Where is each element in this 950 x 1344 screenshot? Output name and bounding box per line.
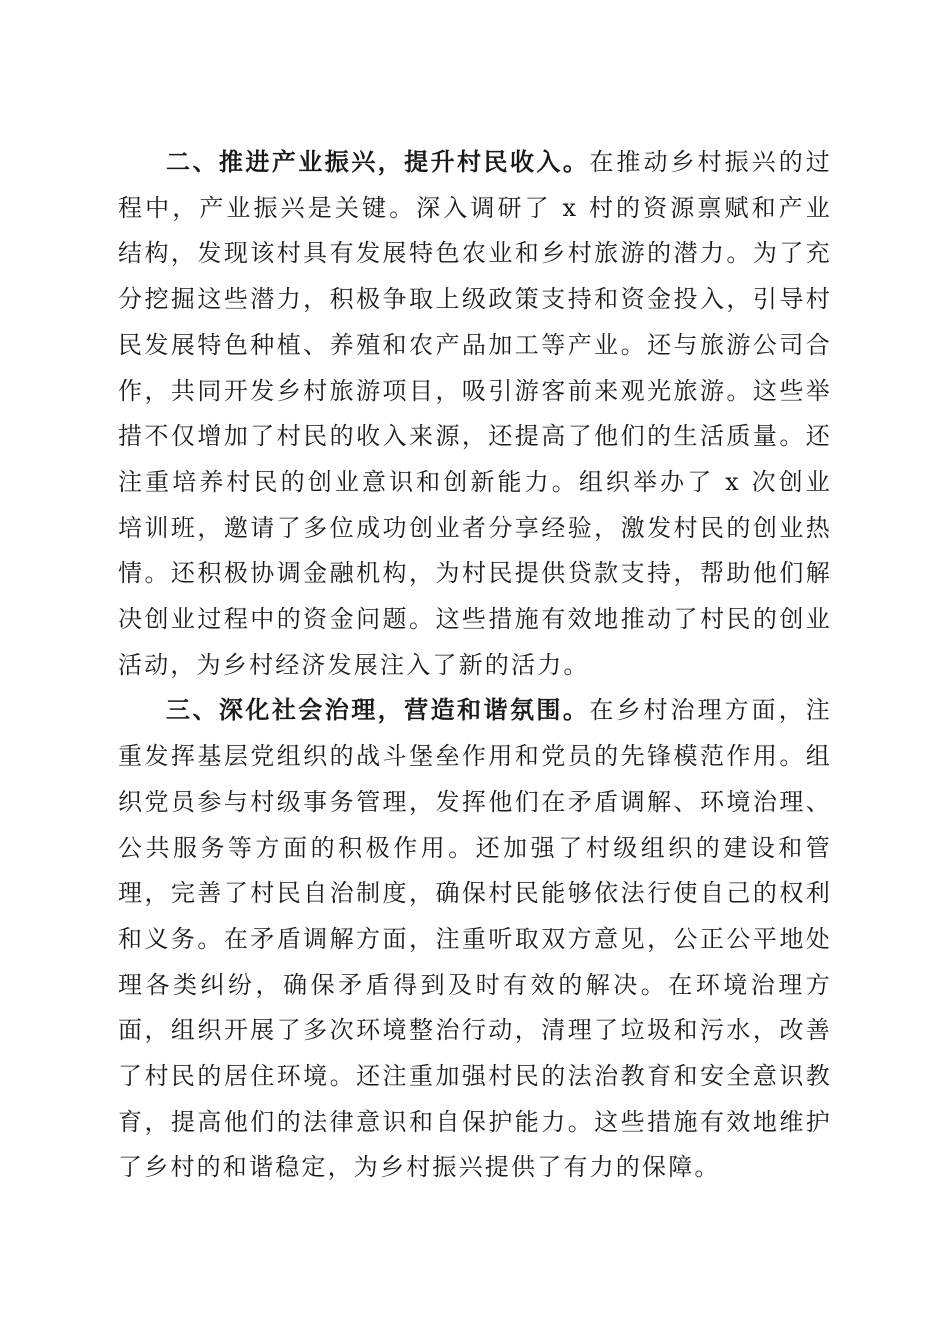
- section-heading-governance: 三、深化社会治理，营造和谐氛围。: [166, 696, 590, 725]
- document-body: [118, 140, 832, 1191]
- paragraph-social-governance: [118, 688, 832, 1191]
- paragraph-body-industry: 在推动乡村振兴的过程中，产业振兴是关键。深入调研了 x 村的资源禀赋和产业结构，发现该村具有发展特色农业和乡村旅游的潜力。为了充分挖掘这些潜力，积极争取上级政策支持和资金投入，引导村民发展特色种植、养殖和农产品加工等产业。还与旅游公司合作，共同开发乡村旅游项目，吸引游客前来观光旅游。这些举措不仅增加了村民的收入来源，还提高了他们的生活质量。还注重培养村民的创业意识和创新能力。组织举办了 x 次创业培训班，邀请了多位成功创业者分享经验，激发村民的创业热情。还积极协调金融机构，为村民提供贷款支持，帮助他们解决创业过程中的资金问题。这些措施有效地推动了村民的创业活动，为乡村经济发展注入了新的活力。: [118, 148, 832, 679]
- section-heading-industry: 二、推进产业振兴，提升村民收入。: [166, 148, 590, 176]
- paragraph-body-governance: 在乡村治理方面，注重发挥基层党组织的战斗堡垒作用和党员的先锋模范作用。组织党员参与村级事务管理，发挥他们在矛盾调解、环境治理、公共服务等方面的积极作用。还加强了村级组织的建设和管理，完善了村民自治制度，确保村民能够依法行使自己的权利和义务。在矛盾调解方面，注重听取双方意见，公正公平地处理各类纠纷，确保矛盾得到及时有效的解决。在环境治理方面，组织开展了多次环境整治行动，清理了垃圾和污水，改善了村民的居住环境。还注重加强村民的法治教育和安全意识教育，提高他们的法律意识和自保护能力。这些措施有效地维护了乡村的和谐稳定，为乡村振兴提供了有力的保障。: [118, 696, 832, 1182]
- paragraph-industry-revitalization: [118, 140, 832, 688]
